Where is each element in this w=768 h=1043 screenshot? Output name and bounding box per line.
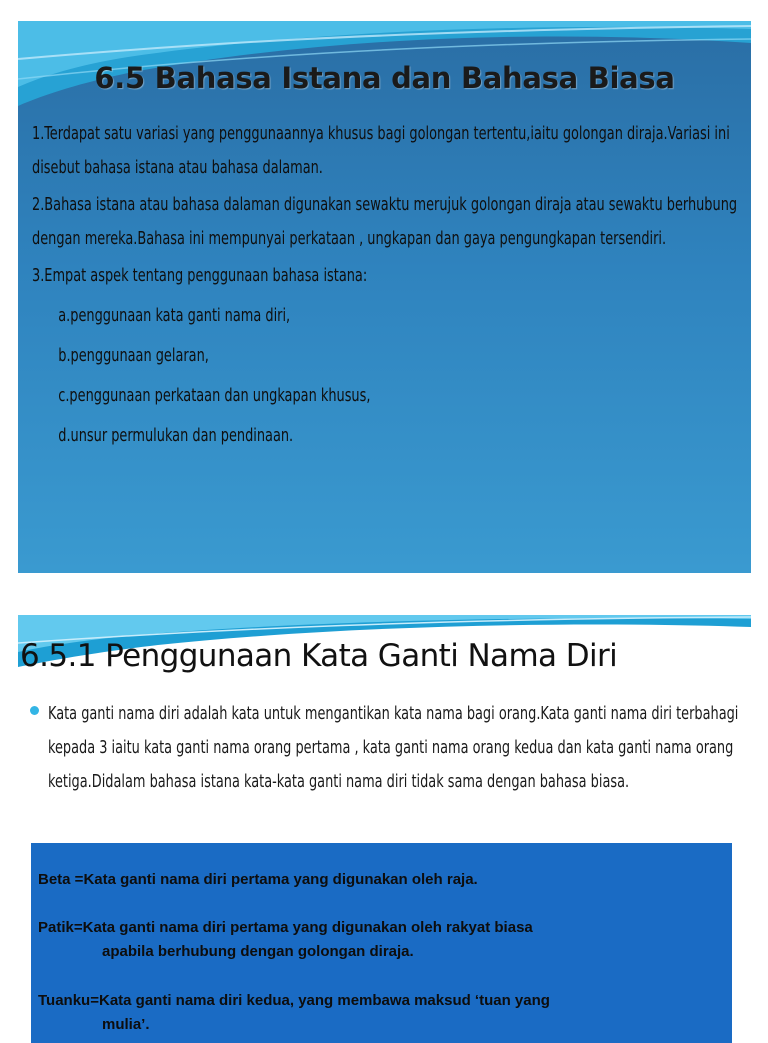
definition-tuanku [38,989,728,1037]
slide-2-title: 6.5.1 Penggunaan Kata Ganti Nama Diri [20,638,618,674]
slide-1 [18,21,751,573]
definition-patik-line-2: apabila berhubung dengan golongan diraja. [102,943,414,960]
definition-beta: Beta =Kata ganti nama diri pertama yang digunakan oleh raja. [38,871,478,888]
sub-point-d: d.unsur permulukan dan pendinaan. [58,426,294,446]
point-2: 2.Bahasa istana atau bahasa dalaman digunakan sewaktu merujuk golongan diraja atau sewaktu berhubung dengan mereka.Bahasa ini mempunyai perkataan , ungkapan dan gaya pengungkapan tersendiri. [32,195,738,249]
definition-tuanku-line-1: Tuanku=Kata ganti nama diri kedua, yang membawa maksud ‘tuan yang [38,992,550,1009]
slide-2 [18,615,751,1033]
definition-patik-line-1: Patik=Kata ganti nama diri pertama yang digunakan oleh rakyat biasa [38,919,533,936]
definition-box [31,843,732,1043]
slide-1-body [32,117,738,459]
bullet-dot-icon [30,706,39,715]
sub-point-c: c.penggunaan perkataan dan ungkapan khusus, [58,386,371,406]
sub-point-b: b.penggunaan gelaran, [58,346,209,366]
slide-1-title: 6.5 Bahasa Istana dan Bahasa Biasa [94,61,675,95]
bullet-text: Kata ganti nama diri adalah kata untuk mengantikan kata nama bagi orang.Kata ganti nama diri terbahagi kepada 3 iaitu kata ganti nama orang pertama , kata ganti nama orang kedua dan kata ganti nama orang ketiga.Didalam bahasa istana kata-kata ganti nama diri tidak sama dengan bahasa biasa. [48,704,739,792]
point-3: 3.Empat aspek tentang penggunaan bahasa istana: [32,266,368,286]
sub-point-a: a.penggunaan kata ganti nama diri, [58,306,291,326]
point-1: 1.Terdapat satu variasi yang penggunaannya khusus bagi golongan tertentu,iaitu golongan diraja.Variasi ini disebut bahasa istana atau bahasa dalaman. [32,124,730,178]
definition-tuanku-line-2: mulia’. [102,1016,150,1033]
definition-patik [38,916,728,964]
